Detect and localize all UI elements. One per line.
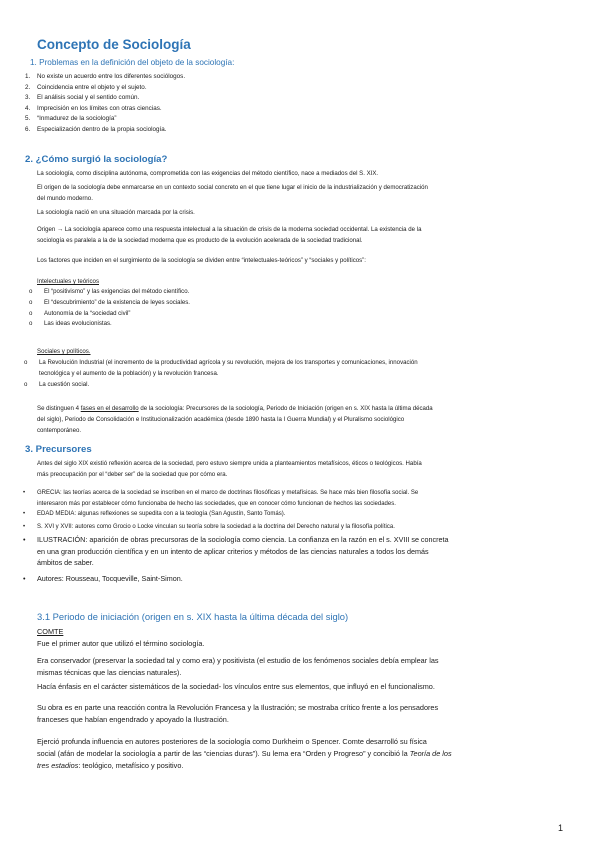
list-item: o Las ideas evolucionistas. xyxy=(29,320,112,328)
paragraph: Se distinguen 4 fases en el desarrollo de la sociología: Precursores de la sociología, Periodo de Iniciación (origen en s. XIX hasta la última década xyxy=(37,405,433,412)
list-item: 5. “Inmadurez de la sociología” xyxy=(25,115,117,122)
paragraph: Fue el primer autor que utilizó el término sociología. xyxy=(37,639,205,648)
list-item: o El “positivismo” y las exigencias del método científico. xyxy=(29,288,190,295)
paragraph: mismas técnicas que las ciencias naturales). xyxy=(37,668,182,677)
list-item: 4. Imprecisión en los límites con otras ciencias. xyxy=(25,104,162,112)
list-item: • EDAD MEDIA: algunas reflexiones se supedita con a la teología (San Agustín, Santo Tomás). xyxy=(23,511,286,517)
paragraph: sociología es paralela a la de la sociedad moderna que es producto de la evolución acelerada de la sociedad tradicional. xyxy=(37,237,363,244)
list-item: 6. Especialización dentro de la propia sociología. xyxy=(25,125,167,133)
page-number: 1 xyxy=(558,823,564,833)
section-1-list xyxy=(25,72,185,135)
paragraph: del mundo moderno. xyxy=(37,195,93,202)
paragraph: franceses que habían engendrado y apoyado la Ilustración. xyxy=(37,715,229,724)
paragraph: Era conservador (preservar la sociedad tal y como era) y positivista (el estudio de los fenómenos sociales debía emplear las xyxy=(37,656,439,665)
paragraph: contemporáneo. xyxy=(37,427,82,434)
list-item: o Autonomía de la “sociedad civil” xyxy=(29,309,131,317)
paragraph: La sociología, como disciplina autónoma, comprometida con las exigencias del método científico, nace a mediados del S. XIX. xyxy=(37,170,379,177)
list-item: o La cuestión social. xyxy=(24,380,90,388)
list-item: o La Revolución Industrial (el incremento de la productividad agrícola y su revolución, mejora de los transportes y comunicaciones, innovación tecnológica y el aumento de la población) y la revolución francesa. xyxy=(24,359,418,377)
paragraph: Origen → La sociología aparece como una respuesta intelectual a la situación de crisis de la moderna sociedad occidental. La existencia de la xyxy=(37,226,422,233)
paragraph: La sociología nació en una situación marcada por la crisis. xyxy=(37,209,195,216)
social-factors-list xyxy=(24,358,568,390)
list-item: 1. No existe un acuerdo entre los diferentes sociólogos. xyxy=(25,73,186,80)
paragraph: más preocupación por el “deber ser” de la sociedad que por cómo era. xyxy=(37,471,228,478)
list-item: 2. Coincidencia entre el objeto y el sujeto. xyxy=(25,83,147,91)
subheading-social: Sociales y políticos. xyxy=(37,348,91,355)
list-item: • S. XVI y XVII: autores como Grocio o Locke vinculan su teoría sobre la sociedad a la doctrina del Derecho natural y la filosofía política. xyxy=(23,523,395,530)
list-item: o El “descubrimiento” de la existencia de leyes sociales. xyxy=(29,298,190,306)
list-item: 3. El análisis social y el sentido común. xyxy=(25,94,140,101)
subheading-intellectual: Intelectuales y teóricos xyxy=(37,278,99,285)
paragraph: del siglo), Periodo de Consolidación e Institucionalización académica (desde 1890 hasta la I Guerra Mundial) y el Pluralismo sociológico xyxy=(37,416,405,423)
paragraph: Hacía énfasis en el carácter sistemáticos de la sociedad- los vínculos entre sus elementos, que influyó en el funcionalismo. xyxy=(37,682,435,691)
section-3-heading: 3. Precursores xyxy=(25,444,92,455)
intellectual-factors-list xyxy=(29,287,190,330)
subheading-comte: COMTE xyxy=(37,627,64,636)
paragraph: Ejerció profunda influencia en autores posteriores de la sociología como Durkheim o Spencer. Comte desarrolló su física xyxy=(37,737,427,746)
section-1-heading: 1. Problemas en la definición del objeto de la sociología: xyxy=(30,58,235,67)
precursors-list xyxy=(23,488,569,584)
page-title: Concepto de Sociología xyxy=(37,37,191,52)
paragraph: Su obra es en parte una reacción contra la Revolución Francesa y la Ilustración; se mostraba crítico frente a los pensadores xyxy=(37,703,439,712)
paragraph: Antes del siglo XIX existió reflexión acerca de la sociedad, pero estuvo siempre unida a planteamientos metafísicos, éticos o teológicos. Había xyxy=(37,460,422,467)
paragraph: tres estadios: teológico, metafísico y positivo. xyxy=(37,761,184,770)
list-item: • GRECIA: las teorías acerca de la sociedad se inscriben en el marco de doctrinas filosóficas y metafísicas. Se hace más bien filosofía social. Se interesaron más por establecer cómo funcionaba de hecho las sociedades, que en conocer cómo funcionan de hechos las sociedades. xyxy=(23,490,419,507)
paragraph: Los factores que inciden en el surgimiento de la sociología se dividen entre “intelectuales-teóricos” y “sociales y políticos”: xyxy=(37,257,366,264)
list-item: • ILUSTRACIÓN: aparición de obras precursoras de la sociología como ciencia. La confianza en la razón en el s. XVIII se concreta en una gran producción científica y en un intento de aplicar criterios y métodos de las ciencias naturales a todos los demás ámbitos de saber. xyxy=(23,535,449,568)
list-item: • Autores: Rousseau, Tocqueville, Saint-Simon. xyxy=(23,573,183,583)
paragraph: social (afán de modelar la sociología a partir de las “ciencias duras”). Su lema era “Orden y Progreso” y concibió la Teoría de los xyxy=(37,749,452,758)
section-2-heading: 2. ¿Cómo surgió la sociología? xyxy=(25,154,168,165)
section-3-1-heading: 3.1 Periodo de iniciación (origen en s. XIX hasta la última década del siglo) xyxy=(37,611,349,622)
paragraph: El origen de la sociología debe enmarcarse en un contexto social concreto en el que tiene lugar el inicio de la industrialización y democratización xyxy=(37,184,428,191)
